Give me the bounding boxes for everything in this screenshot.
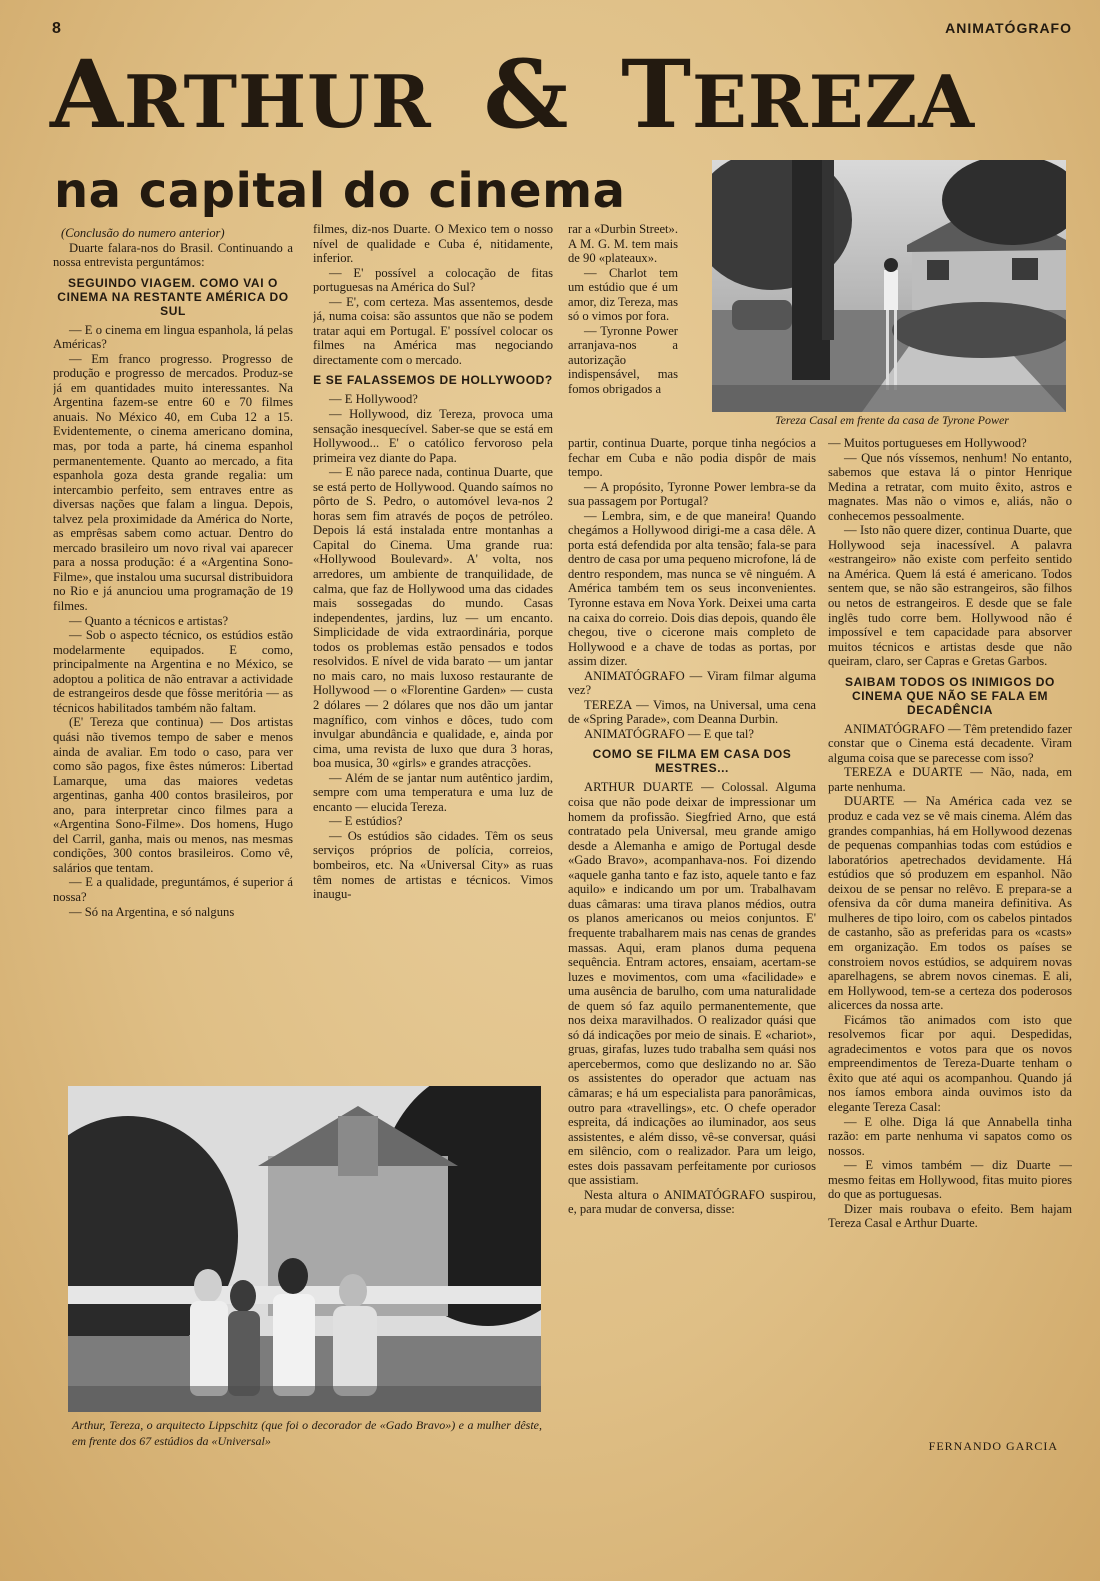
subheadline: na capital do cinema bbox=[54, 163, 626, 219]
author-signature: FERNANDO GARCIA bbox=[928, 1439, 1058, 1453]
paragraph: — A propósito, Tyronne Power lembra-se da sua passagem por Portugal? bbox=[568, 479, 816, 509]
paragraph: rar a «Durbin Street». A M. G. M. tem mais de 90 «plateaux». bbox=[568, 222, 678, 266]
paragraph: TEREZA — Vimos, na Universal, uma cena de «Spring Parade», com Deanna Durbin. bbox=[568, 697, 816, 727]
paragraph: DUARTE — Na América cada vez se produz e cada vez se vê mais cinema. Além das grandes companhias, há em Hollywood dezenas de pequenas companhias todas com estúdios e laboratórios apetrechados devidamente. Há estúdios que só produzem em espanhol. Não deixou de se pensar no relêvo. E prepara-se a ofensiva da côr duma maneira definitiva. As mulheres de tipo loiro, com os cabelos pintados de castanho, são as preferidas para os «casts» em organização. Em todos os países se constroiem novos estúdios, se adquirem novas aparelhagens, se abrem novos cinemas. E ali, em Hollywood, tem-se a certeza dos poderosos alicerces da nossa arte. bbox=[828, 794, 1072, 1013]
section-heading: SAIBAM TODOS OS INIMIGOS DO CINEMA QUE NÃO SE FALA EM DECADÊNCIA bbox=[845, 674, 1055, 717]
paragraph: — E o cinema em lingua espanhola, lá pelas Américas? bbox=[53, 322, 293, 352]
paragraph: — Em franco progresso. Progresso de produção e progresso de mercados. Produz-se já em quantidades muito interessantes. Na Argentina fazem-se entre 60 e 70 filmes anuais. No México 40, em Cuba 12 a 15. Evidentemente, o cinema americano domina, mas, por toda a parte, há cinema espanhol permanentemente. Quanto ao mercado, a fita espanhola goza desta grande regalia: um intercambio perfeito, sem entraves entre as diversas nações que falam a lingua. Depois, talvez pela proximidade da América do Norte, as emprêsas sabem como actuar. Dentro do mercado brasileiro um novo rival vai aparecer para a nossa produção: é a «Argentina Sono-Filme», que instalou uma sucursal distribuidora no Rio e já anunciou uma programação de 19 filmes. bbox=[53, 351, 293, 614]
group-photo bbox=[68, 1086, 541, 1412]
paragraph: TEREZA e DUARTE — Não, nada, em parte nenhuma. bbox=[828, 765, 1072, 794]
paragraph: Ficámos tão animados com isto que resolvemos ficar por aqui. Despedidas, agradecimentos e votos para que os novos empreendimentos de Tereza-Duarte tenham o êxito que até aqui os acompanhou. Quando já nos íamos embora ainda ouvimos isto da elegante Tereza Casal: bbox=[828, 1012, 1072, 1114]
paragraph: ANIMATÓGRAFO — Viram filmar alguma vez? bbox=[568, 668, 816, 698]
paragraph: filmes, diz-nos Duarte. O Mexico tem o nosso nível de qualidade e Cuba é, nitidamente, inferior. bbox=[313, 222, 553, 266]
paragraph: — Além de se jantar num autêntico jardim, sempre com uma temperatura e uma luz de encanto — elucida Tereza. bbox=[313, 770, 553, 814]
article-column-2 bbox=[313, 222, 553, 1070]
paragraph: — Os estúdios são cidades. Têm os seus serviços próprios de polícia, correios, bombeiros, etc. Na «Universal City» as ruas têm nomes de artistas e técnicos. Vimos inaugu- bbox=[313, 828, 553, 902]
headline-tereza-rest: EREZA bbox=[692, 59, 976, 144]
paragraph: — Hollywood, diz Tereza, provoca uma sensação inesquecível. Saber-se que se está em Hollywood... E' o católico fervoroso pela primeira vez diante do Papa. bbox=[313, 407, 553, 465]
photo-group-universal bbox=[68, 1086, 541, 1412]
paragraph: — E olhe. Diga lá que Annabella tinha razão: em parte nenhuma vi sapatos como os nossos. bbox=[828, 1114, 1072, 1158]
paragraph: — Quanto a técnicos e artistas? bbox=[69, 613, 229, 628]
magazine-name: ANIMATÓGRAFO bbox=[945, 20, 1072, 36]
paragraph: ANIMATÓGRAFO — E que tal? bbox=[584, 726, 754, 741]
article-column-3 bbox=[568, 436, 816, 1451]
paragraph: (E' Tereza que continua) — Dos artistas quási não tivemos tempo de saber e menos ainda de avaliar. Em todo o caso, para ver como são pagos, fixe êstes números: Libertad Lamarque, uma das maiores vedetas argentinas, ganha 400 contos brasileiros, por ano, para interpretar cinco filmes para a «Argentina Sono-Filme». Dos homens, Hugo del Carril, ganha, mais ou menos, nas mesmas condições, 300 contos brasileiros. Como vê, salários que tentam. bbox=[53, 715, 293, 875]
paragraph: — E não parece nada, continua Duarte, que se está perto de Hollywood. Quando saímos no pôrto de S. Pedro, o automóvel leva-nos 2 horas sem fim através de poços de petróleo. Depois lá está instalada entre montanhas a Capital do Cinema. Uma grande rua: «Hollywood Boulevard». A' volta, nos arredores, um ambiente de tranquilidade, de calma, que faz de Hollywood uma das cidades mais sossegadas do mundo. Casas independentes, jardins, luz — um encanto. Simplicidade de vida extraordinária, porque todos os problemas estão pensados e todos resolvidos. E nível de vida barato — um jantar no mais caro, no mais luxoso restaurante de Hollywood — o «Florentine Garden» — custa 2 dólares — 2 dólares que nos dão um jantar magnífico, com vinhos e dôces, tudo com invulgar abundância e qualidade, e, ainda por cima, uma revista de luxo que dura 3 horas, boa musica, 30 «girls» e grandes atracções. bbox=[313, 465, 553, 771]
paragraph: ANIMATÓGRAFO — Têm pretendido fazer constar que o Cinema está decadente. Viram alguma coisa que se parecesse com isso? bbox=[828, 721, 1072, 765]
paragraph: — Lembra, sim, e de que maneira! Quando chegámos a Hollywood dirigi-me a casa dêle. A porta está defendida por alta tensão; fala-se para dentro de casa por uma pequeno microfone, lá de dentro respondem, mas nunca se vê ninguém. A América também tem os seus inconvenientes. Tyronne estava em Nova York. Deixei uma carta na caixa do correio. Dois dias depois, quando êle chegou, tive o cicerone mais completo de Hollywood e a chave de todas as portas, por assim dizer. bbox=[568, 508, 816, 669]
paragraph: — Charlot tem um estúdio que é um amor, diz Tereza, mas só o vimos por fora. bbox=[568, 265, 678, 324]
section-heading: COMO SE FILMA EM CASA DOS MESTRES... bbox=[592, 747, 792, 776]
headline-ampersand: & bbox=[483, 40, 570, 150]
paragraph: — E a qualidade, preguntámos, é superior á nossa? bbox=[53, 875, 293, 904]
paragraph: — E' possível a colocação de fitas portuguesas na América do Sul? bbox=[313, 265, 553, 295]
paragraph: — E Hollywood? bbox=[329, 392, 418, 407]
article-column-3-top bbox=[568, 222, 678, 434]
paragraph: — Só na Argentina, e só nalguns bbox=[69, 904, 235, 919]
photo-tyrone-power-house bbox=[712, 160, 1066, 412]
page-number: 8 bbox=[52, 20, 61, 37]
continuation-note: (Conclusão do numero anterior) bbox=[61, 226, 225, 240]
paragraph: — E estúdios? bbox=[329, 814, 403, 829]
photo-2-caption: Arthur, Tereza, o arquitecto Lippschitz (que foi o decorador de «Gado Bravo») e a mulher dêste, em frente dos 67 estúdios da «Universal» bbox=[72, 1418, 542, 1448]
paragraph: — E vimos também — diz Duarte — mesmo feitas em Hollywood, fitas muito piores do que as portuguesas. bbox=[828, 1158, 1072, 1202]
paragraph: — Tyronne Power arranjava-nos a autorização indispensável, mas fomos obrigados a bbox=[568, 323, 678, 397]
headline-initial-t: T bbox=[621, 40, 693, 150]
house-street-photo bbox=[712, 160, 1066, 412]
paragraph: — Que nós víssemos, nenhum! No entanto, sabemos que estava lá o pintor Henrique Medina a retratar, com muito êxito, astros e magnates. Mas não o vimos e, aliás, não o conhecemos pessoalmente. bbox=[828, 450, 1072, 523]
headline-initial-a: A bbox=[50, 40, 124, 150]
paragraph: — Muitos portugueses em Hollywood? bbox=[828, 436, 1027, 450]
paragraph: — Isto não quere dizer, continua Duarte, que Hollywood seja inacessível. A palavra «estrangeiro» não existe com perfeito sentido na América. Quem lá está é americano. Todos sentem que, se não são estrangeiros, são filhos ou netos de estrangeiros. E desde que se fale inglês tudo corre bem. Hollywood não é impossível e tem capacidade para absorver muitos técnicos e artistas desde que não queiram, claro, ser Capras e Gretas Garbos. bbox=[828, 523, 1072, 669]
paragraph: Duarte falara-nos do Brasil. Continuando a nossa entrevista perguntámos: bbox=[53, 240, 293, 270]
headline-arthur-rest: RTHUR bbox=[123, 59, 432, 144]
article-column-4 bbox=[828, 436, 1072, 1451]
article-column-1 bbox=[53, 226, 293, 1078]
paragraph: — Sob o aspecto técnico, os estúdios estão modelarmente equipados. E como, principalmente na Argentina e no México, se adoptou a politica de não entravar a actividade de estrangeiros desde que fôsse meritória — as técnicos habilitados também não faltam. bbox=[53, 628, 293, 715]
paragraph: — E', com certeza. Mas assentemos, desde já, numa coisa: são assuntos que não se podem tratar aqui em Portugal. E' possível colocar os filmes na América mas negociando directamente com o mercado. bbox=[313, 294, 553, 367]
section-heading: SEGUINDO VIAGEM. COMO VAI O CINEMA NA RESTANTE AMÉRICA DO SUL bbox=[57, 275, 289, 318]
paragraph: Dizer mais roubava o efeito. Bem hajam Tereza Casal e Arthur Duarte. bbox=[828, 1201, 1072, 1231]
section-heading: E SE FALASSEMOS DE HOLLYWOOD? bbox=[313, 373, 553, 388]
paragraph: ARTHUR DUARTE — Colossal. Alguma coisa que não pode deixar de impressionar um homem da profissão. Siegfried Arno, que está contratado pela Universal, meu grande amigo desde a Alemanha e amigo de Portugal desde «Gado Bravo», acompanhava-nos. Foi dizendo «aquele ganha tanto e faz isto, aquele tanto e faz aquilo» e indicando um por um. Trabalhavam duas câmaras: uma tirava planos médios, outra os planos americanos ou meios conjuntos. E' frequente trabalharem mais nas cenas de grandes massas. Aqui, eram planos duma pequena sequência. Entram actores, ensaiam, acertam-se luzes e movimentos, com uma «facilidade» e uma ausência de barulho, com uma naturalidade de quem só faz aquilo permanentemente, que nos deixa maravilhados. O realizador quási que só dá indicações por meio de sinais. E «chariot», gruas, girafas, luzes tudo trabalha sem quási nos apercebermos, como que deslizando no ar. São os assistentes do operador que actuam nas câmaras; e há um especialista para panorâmicas, outro para «travellings», etc. O chefe operador espreita, dá indicações ao iluminador, aos seus assistentes, e além disso, vê-se conversar, quási em silêncio, com o realizador. Para um leigo, estes dois passavam perfeitamente por curiosos que assistiam. bbox=[568, 780, 816, 1188]
paragraph: Nesta altura o ANIMATÓGRAFO suspirou, e, para mudar de conversa, disse: bbox=[568, 1187, 816, 1217]
paragraph: partir, continua Duarte, porque tinha negócios a fechar em Cuba e não podia dispôr de mais tempo. bbox=[568, 436, 816, 480]
headline bbox=[50, 40, 1080, 157]
photo-1-caption: Tereza Casal em frente da casa de Tyrone Power bbox=[775, 413, 1009, 427]
